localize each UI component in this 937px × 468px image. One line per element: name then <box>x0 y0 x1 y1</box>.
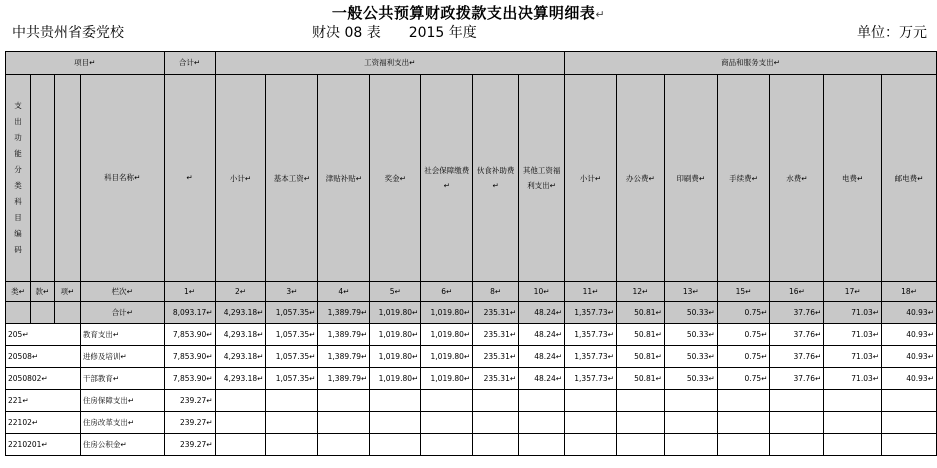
amount-cell <box>717 434 770 456</box>
amount-cell <box>421 412 473 434</box>
amount-cell: 50.33↵ <box>664 346 717 368</box>
amount-cell <box>318 434 370 456</box>
column-header-label: 水费↵ <box>786 173 808 183</box>
amount-cell <box>370 412 421 434</box>
amount-cell <box>370 390 421 412</box>
amount-cell <box>824 412 882 434</box>
amount-cell: 7,853.90↵ <box>164 346 215 368</box>
unit-label: 单位：万元 <box>857 25 927 41</box>
amount-cell <box>473 412 519 434</box>
subject-name: 住房改革支出↵ <box>80 412 164 434</box>
header-total-blank: ↵ <box>164 75 215 282</box>
amount-cell: 235.31↵ <box>473 368 519 390</box>
func-class-code-char: 分 <box>14 165 22 174</box>
amount-cell <box>717 412 770 434</box>
amount-cell <box>473 390 519 412</box>
amount-cell <box>421 390 473 412</box>
header-subject-name: 科目名称↵ <box>80 75 164 282</box>
amount-cell <box>664 434 717 456</box>
amount-cell <box>882 434 937 456</box>
subject-code: 22102↵ <box>6 412 81 434</box>
amount-cell: 1,389.79↵ <box>318 368 370 390</box>
column-number: 16↵ <box>770 282 824 302</box>
column-header-label: 办公费↵ <box>626 173 655 183</box>
header-blank-1 <box>30 75 54 282</box>
amount-cell: 1,019.80↵ <box>370 324 421 346</box>
func-class-code-char: 功 <box>14 133 22 142</box>
amount-cell: 4,293.18↵ <box>215 368 266 390</box>
amount-cell <box>266 434 318 456</box>
amount-cell: 40.93↵ <box>882 324 937 346</box>
header-row-no-label: 栏次↵ <box>80 282 164 302</box>
column-number: 1↵ <box>164 282 215 302</box>
subject-code: 221↵ <box>6 390 81 412</box>
amount-cell: 71.03↵ <box>824 368 882 390</box>
column-header-label: 小计↵ <box>579 173 602 183</box>
column-header-label: 基本工资↵ <box>273 173 311 183</box>
amount-cell <box>824 434 882 456</box>
amount-cell: 50.33↵ <box>664 368 717 390</box>
func-class-code-char: 类 <box>14 181 22 190</box>
amount-cell: 48.24↵ <box>519 346 565 368</box>
amount-cell <box>664 390 717 412</box>
amount-cell <box>519 412 565 434</box>
amount-cell: 7,853.90↵ <box>164 368 215 390</box>
column-header <box>266 75 318 282</box>
amount-cell: 1,019.80↵ <box>421 324 473 346</box>
table-row <box>6 412 937 434</box>
header-total: 合计↵ <box>164 52 215 75</box>
column-number: 8↵ <box>473 282 519 302</box>
column-header-label: 手续费↵ <box>729 173 758 183</box>
amount-cell: 1,057.35↵ <box>266 324 318 346</box>
table-title: 一般公共预算财政拨款支出决算明细表↵ <box>331 4 606 22</box>
amount-cell: 50.81↵ <box>616 324 664 346</box>
total-value: 50.81↵ <box>616 302 664 324</box>
header-blank-2 <box>54 75 80 282</box>
column-header <box>565 75 617 282</box>
amount-cell: 0.75↵ <box>717 368 770 390</box>
column-number: 12↵ <box>616 282 664 302</box>
total-value: 4,293.18↵ <box>215 302 266 324</box>
total-value: 71.03↵ <box>824 302 882 324</box>
amount-cell: 1,019.80↵ <box>370 368 421 390</box>
header-wages-group: 工资福利支出↵ <box>215 52 565 75</box>
amount-cell: 239.27↵ <box>164 434 215 456</box>
amount-cell <box>717 390 770 412</box>
organization-name: 中共贵州省委党校 <box>12 25 124 41</box>
amount-cell <box>882 412 937 434</box>
amount-cell <box>215 390 266 412</box>
amount-cell: 40.93↵ <box>882 368 937 390</box>
subject-name: 教育支出↵ <box>80 324 164 346</box>
column-header <box>717 75 770 282</box>
amount-cell: 0.75↵ <box>717 346 770 368</box>
column-header-label: 小计↵ <box>229 173 252 183</box>
amount-cell: 239.27↵ <box>164 390 215 412</box>
column-header <box>318 75 370 282</box>
amount-cell <box>318 390 370 412</box>
amount-cell: 4,293.18↵ <box>215 346 266 368</box>
subject-name: 干部教育↵ <box>80 368 164 390</box>
amount-cell: 71.03↵ <box>824 346 882 368</box>
table-row <box>6 368 937 390</box>
total-row-label: 合计↵ <box>80 302 164 324</box>
func-class-code-char: 出 <box>14 117 22 126</box>
amount-cell: 1,357.73↵ <box>565 346 617 368</box>
amount-cell: 40.93↵ <box>882 346 937 368</box>
func-class-code-char: 科 <box>14 197 22 206</box>
amount-cell: 71.03↵ <box>824 324 882 346</box>
total-value: 1,019.80↵ <box>421 302 473 324</box>
total-value: 235.31↵ <box>473 302 519 324</box>
total-value: 37.76↵ <box>770 302 824 324</box>
total-value: 1,057.35↵ <box>266 302 318 324</box>
header-row-groups <box>6 52 937 75</box>
column-header <box>616 75 664 282</box>
column-header <box>215 75 266 282</box>
subject-code: 2210201↵ <box>6 434 81 456</box>
header-row-columns <box>6 75 937 282</box>
amount-cell: 1,019.80↵ <box>421 368 473 390</box>
subject-name: 住房保障支出↵ <box>80 390 164 412</box>
column-number: 18↵ <box>882 282 937 302</box>
column-number: 17↵ <box>824 282 882 302</box>
subject-code: 2050802↵ <box>6 368 81 390</box>
total-value: 1,389.79↵ <box>318 302 370 324</box>
total-value: 1,357.73↵ <box>565 302 617 324</box>
amount-cell: 48.24↵ <box>519 368 565 390</box>
expenditure-table <box>5 51 937 456</box>
amount-cell <box>824 390 882 412</box>
column-number: 2↵ <box>215 282 266 302</box>
amount-cell: 235.31↵ <box>473 324 519 346</box>
column-number: 13↵ <box>664 282 717 302</box>
table-row <box>6 390 937 412</box>
total-value: 8,093.17↵ <box>164 302 215 324</box>
amount-cell <box>519 434 565 456</box>
column-header <box>770 75 824 282</box>
amount-cell <box>664 412 717 434</box>
table-row <box>6 346 937 368</box>
amount-cell <box>215 412 266 434</box>
header-row-numbers <box>6 282 937 302</box>
amount-cell: 1,389.79↵ <box>318 346 370 368</box>
header-goods-group: 商品和服务支出↵ <box>565 52 937 75</box>
table-row <box>6 324 937 346</box>
func-class-code-char: 支 <box>14 101 22 110</box>
form-number: 财决 08 表 2015 年度 <box>312 25 477 41</box>
header-xiang: 项↵ <box>54 282 80 302</box>
column-header <box>370 75 421 282</box>
column-header-label: 津贴补贴↵ <box>325 173 363 183</box>
amount-cell: 0.75↵ <box>717 324 770 346</box>
column-number: 11↵ <box>565 282 617 302</box>
column-header-label: 印刷费↵ <box>676 173 706 183</box>
column-number: 15↵ <box>717 282 770 302</box>
amount-cell <box>565 390 617 412</box>
total-value: 40.93↵ <box>882 302 937 324</box>
header-func-class-code <box>6 75 31 282</box>
amount-cell <box>266 412 318 434</box>
column-header <box>473 75 519 282</box>
amount-cell <box>519 390 565 412</box>
amount-cell: 1,357.73↵ <box>565 324 617 346</box>
amount-cell: 48.24↵ <box>519 324 565 346</box>
column-number: 5↵ <box>370 282 421 302</box>
column-header <box>882 75 937 282</box>
column-header-label: 奖金↵ <box>384 173 406 183</box>
amount-cell <box>770 434 824 456</box>
column-header-label: 其他工资福利支出↵ <box>522 166 561 190</box>
total-blank-2 <box>30 302 54 324</box>
total-blank-3 <box>54 302 80 324</box>
amount-cell: 1,357.73↵ <box>565 368 617 390</box>
subject-code: 205↵ <box>6 324 81 346</box>
amount-cell <box>770 412 824 434</box>
amount-cell <box>770 390 824 412</box>
func-class-code-char: 码 <box>14 245 22 254</box>
amount-cell <box>565 434 617 456</box>
func-class-code-char: 目 <box>14 213 22 222</box>
amount-cell: 50.81↵ <box>616 368 664 390</box>
total-value: 1,019.80↵ <box>370 302 421 324</box>
amount-cell <box>473 434 519 456</box>
amount-cell: 1,389.79↵ <box>318 324 370 346</box>
func-class-code-char: 编 <box>14 229 22 238</box>
amount-cell: 1,057.35↵ <box>266 346 318 368</box>
header-kuan: 款↵ <box>30 282 54 302</box>
column-header <box>519 75 565 282</box>
amount-cell: 7,853.90↵ <box>164 324 215 346</box>
amount-cell <box>882 390 937 412</box>
amount-cell: 1,057.35↵ <box>266 368 318 390</box>
amount-cell: 1,019.80↵ <box>370 346 421 368</box>
total-value: 50.33↵ <box>664 302 717 324</box>
amount-cell <box>266 390 318 412</box>
column-number: 6↵ <box>421 282 473 302</box>
amount-cell: 1,019.80↵ <box>421 346 473 368</box>
total-value: 0.75↵ <box>717 302 770 324</box>
header-lei: 类↵ <box>6 282 31 302</box>
column-header <box>824 75 882 282</box>
column-header <box>664 75 717 282</box>
amount-cell: 37.76↵ <box>770 346 824 368</box>
amount-cell <box>421 434 473 456</box>
column-header-label: 邮电费↵ <box>894 173 924 183</box>
column-header <box>421 75 473 282</box>
total-row <box>6 302 937 324</box>
column-number: 4↵ <box>318 282 370 302</box>
amount-cell <box>616 434 664 456</box>
amount-cell: 37.76↵ <box>770 368 824 390</box>
amount-cell: 235.31↵ <box>473 346 519 368</box>
column-header-label: 电费↵ <box>842 173 864 183</box>
amount-cell: 50.81↵ <box>616 346 664 368</box>
amount-cell: 37.76↵ <box>770 324 824 346</box>
subject-name: 进修及培训↵ <box>80 346 164 368</box>
column-header-label: 伙食补助费↵ <box>476 166 515 190</box>
amount-cell <box>616 390 664 412</box>
amount-cell <box>616 412 664 434</box>
amount-cell <box>565 412 617 434</box>
func-class-code-char: 能 <box>14 149 22 158</box>
amount-cell: 50.33↵ <box>664 324 717 346</box>
total-value: 48.24↵ <box>519 302 565 324</box>
column-number: 10↵ <box>519 282 565 302</box>
subject-name: 住房公积金↵ <box>80 434 164 456</box>
column-header-label: 社会保障缴费↵ <box>424 166 470 190</box>
amount-cell <box>370 434 421 456</box>
amount-cell: 239.27↵ <box>164 412 215 434</box>
amount-cell <box>215 434 266 456</box>
table-row <box>6 434 937 456</box>
header-project: 项目↵ <box>6 52 165 75</box>
amount-cell: 4,293.18↵ <box>215 324 266 346</box>
column-number: 3↵ <box>266 282 318 302</box>
total-blank-1 <box>6 302 31 324</box>
amount-cell <box>318 412 370 434</box>
subject-code: 20508↵ <box>6 346 81 368</box>
